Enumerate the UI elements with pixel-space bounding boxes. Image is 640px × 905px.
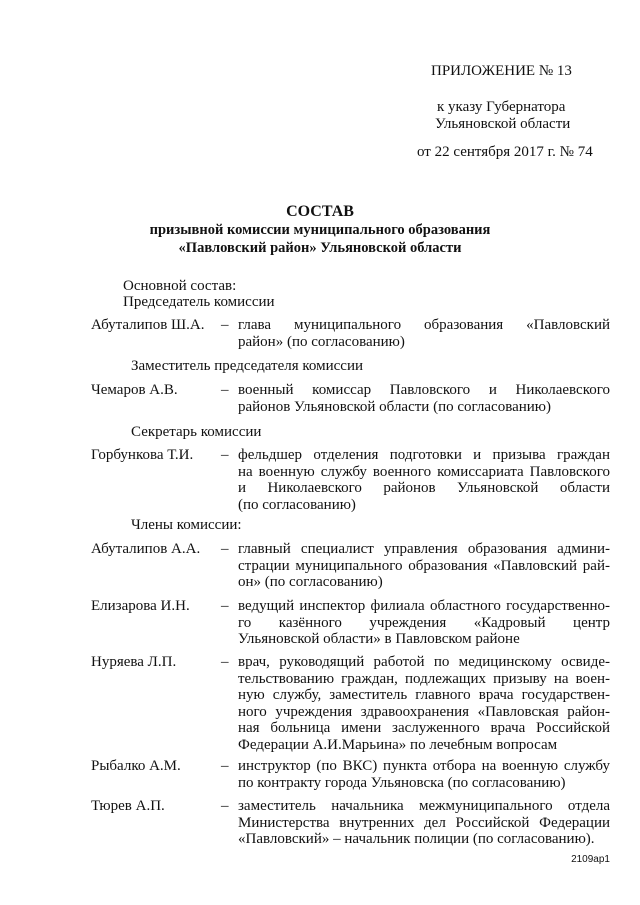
member-position-line: го казённого учреждения «Кадровый центр	[238, 614, 610, 631]
member-position	[238, 541, 610, 591]
member-position	[238, 317, 610, 350]
member-position-line: страции муниципального образования «Павловский рай-	[238, 557, 610, 574]
member-position-line: врач, руководящий работой по медицинскому освиде-	[238, 654, 610, 670]
appendix-number: ПРИЛОЖЕНИЕ № 13	[431, 63, 572, 79]
section-main-composition: Основной состав:	[123, 278, 237, 294]
dash-separator: –	[221, 382, 229, 398]
member-position-line: на военную службу военного комиссариата Павловского	[238, 463, 610, 480]
member-name: Абуталипов Ш.А.	[91, 317, 205, 333]
decree-date: от 22 сентября 2017 г. № 74	[417, 144, 593, 160]
member-name: Горбункова Т.И.	[91, 447, 194, 463]
member-name: Нуряева Л.П.	[91, 654, 177, 670]
member-position-line: ного учреждения здравоохранения «Павловская район-	[238, 703, 610, 720]
member-position-line: районов Ульяновской области (по согласованию)	[238, 398, 551, 415]
member-position	[238, 654, 610, 753]
member-position	[238, 382, 610, 415]
member-name: Елизарова И.Н.	[91, 598, 190, 614]
member-name: Чемаров А.В.	[91, 382, 178, 398]
dash-separator: –	[221, 798, 229, 814]
member-position-line: тельствованию граждан, подлежащих призыву на воен-	[238, 670, 610, 687]
member-position	[238, 447, 610, 513]
member-position-line: ведущий инспектор филиала областного государственно-	[238, 598, 610, 614]
document-code: 2109ap1	[571, 854, 610, 865]
member-position	[238, 598, 610, 648]
section-deputy: Заместитель председателя комиссии	[131, 358, 364, 374]
section-members: Члены комиссии:	[131, 517, 242, 533]
member-position-line: глава муниципального образования «Павловский	[238, 317, 610, 333]
document-subtitle-line1: призывной комиссии муниципального образования	[149, 222, 491, 238]
member-position-line: он» (по согласованию)	[238, 574, 383, 590]
document-title: СОСТАВ	[286, 203, 354, 220]
dash-separator: –	[221, 758, 229, 774]
dash-separator: –	[221, 654, 229, 670]
member-position-line: (по согласованию)	[238, 496, 356, 513]
member-name: Тюрев А.П.	[91, 798, 165, 814]
member-position-line: ная больница имени заслуженного врача Российской	[238, 720, 610, 736]
member-position-line: Федерации А.И.Марьина» по лечебным вопросам	[238, 736, 558, 753]
decree-reference-line1: к указу Губернатора	[437, 99, 566, 115]
member-position-line: военный комиссар Павловского и Николаевского	[238, 382, 610, 398]
member-position-line: по контракту города Ульяновска (по согласованию)	[238, 774, 566, 791]
member-position	[238, 758, 610, 791]
section-chairman: Председатель комиссии	[123, 294, 275, 310]
dash-separator: –	[221, 317, 229, 333]
member-position	[238, 798, 610, 848]
member-position-line: фельдшер отделения подготовки и призыва граждан	[238, 447, 610, 463]
member-position-line: инструктор (по ВКС) пункта отбора на военную службу	[238, 758, 610, 774]
dash-separator: –	[221, 598, 229, 614]
section-secretary: Секретарь комиссии	[131, 424, 262, 440]
member-position-line: Ульяновской области» в Павловском районе	[238, 631, 520, 647]
member-position-line: ную службу, заместитель главного врача государствен-	[238, 687, 610, 703]
dash-separator: –	[221, 447, 229, 463]
member-position-line: «Павловский» – начальник полиции (по согласованию).	[238, 831, 595, 847]
member-name: Абуталипов А.А.	[91, 541, 201, 557]
member-name: Рыбалко А.М.	[91, 758, 181, 774]
member-position-line: и Николаевского районов Ульяновской области	[238, 480, 610, 496]
member-position-line: главный специалист управления образования админи-	[238, 541, 610, 557]
dash-separator: –	[221, 541, 229, 557]
decree-reference-line2: Ульяновской области	[435, 116, 571, 132]
member-position-line: район» (по согласованию)	[238, 333, 405, 350]
member-position-line: Министерства внутренних дел Российской Федерации	[238, 814, 610, 831]
document-subtitle-line2: «Павловский район» Ульяновской области	[178, 240, 462, 256]
member-position-line: заместитель начальника межмуниципального отдела	[238, 798, 610, 814]
